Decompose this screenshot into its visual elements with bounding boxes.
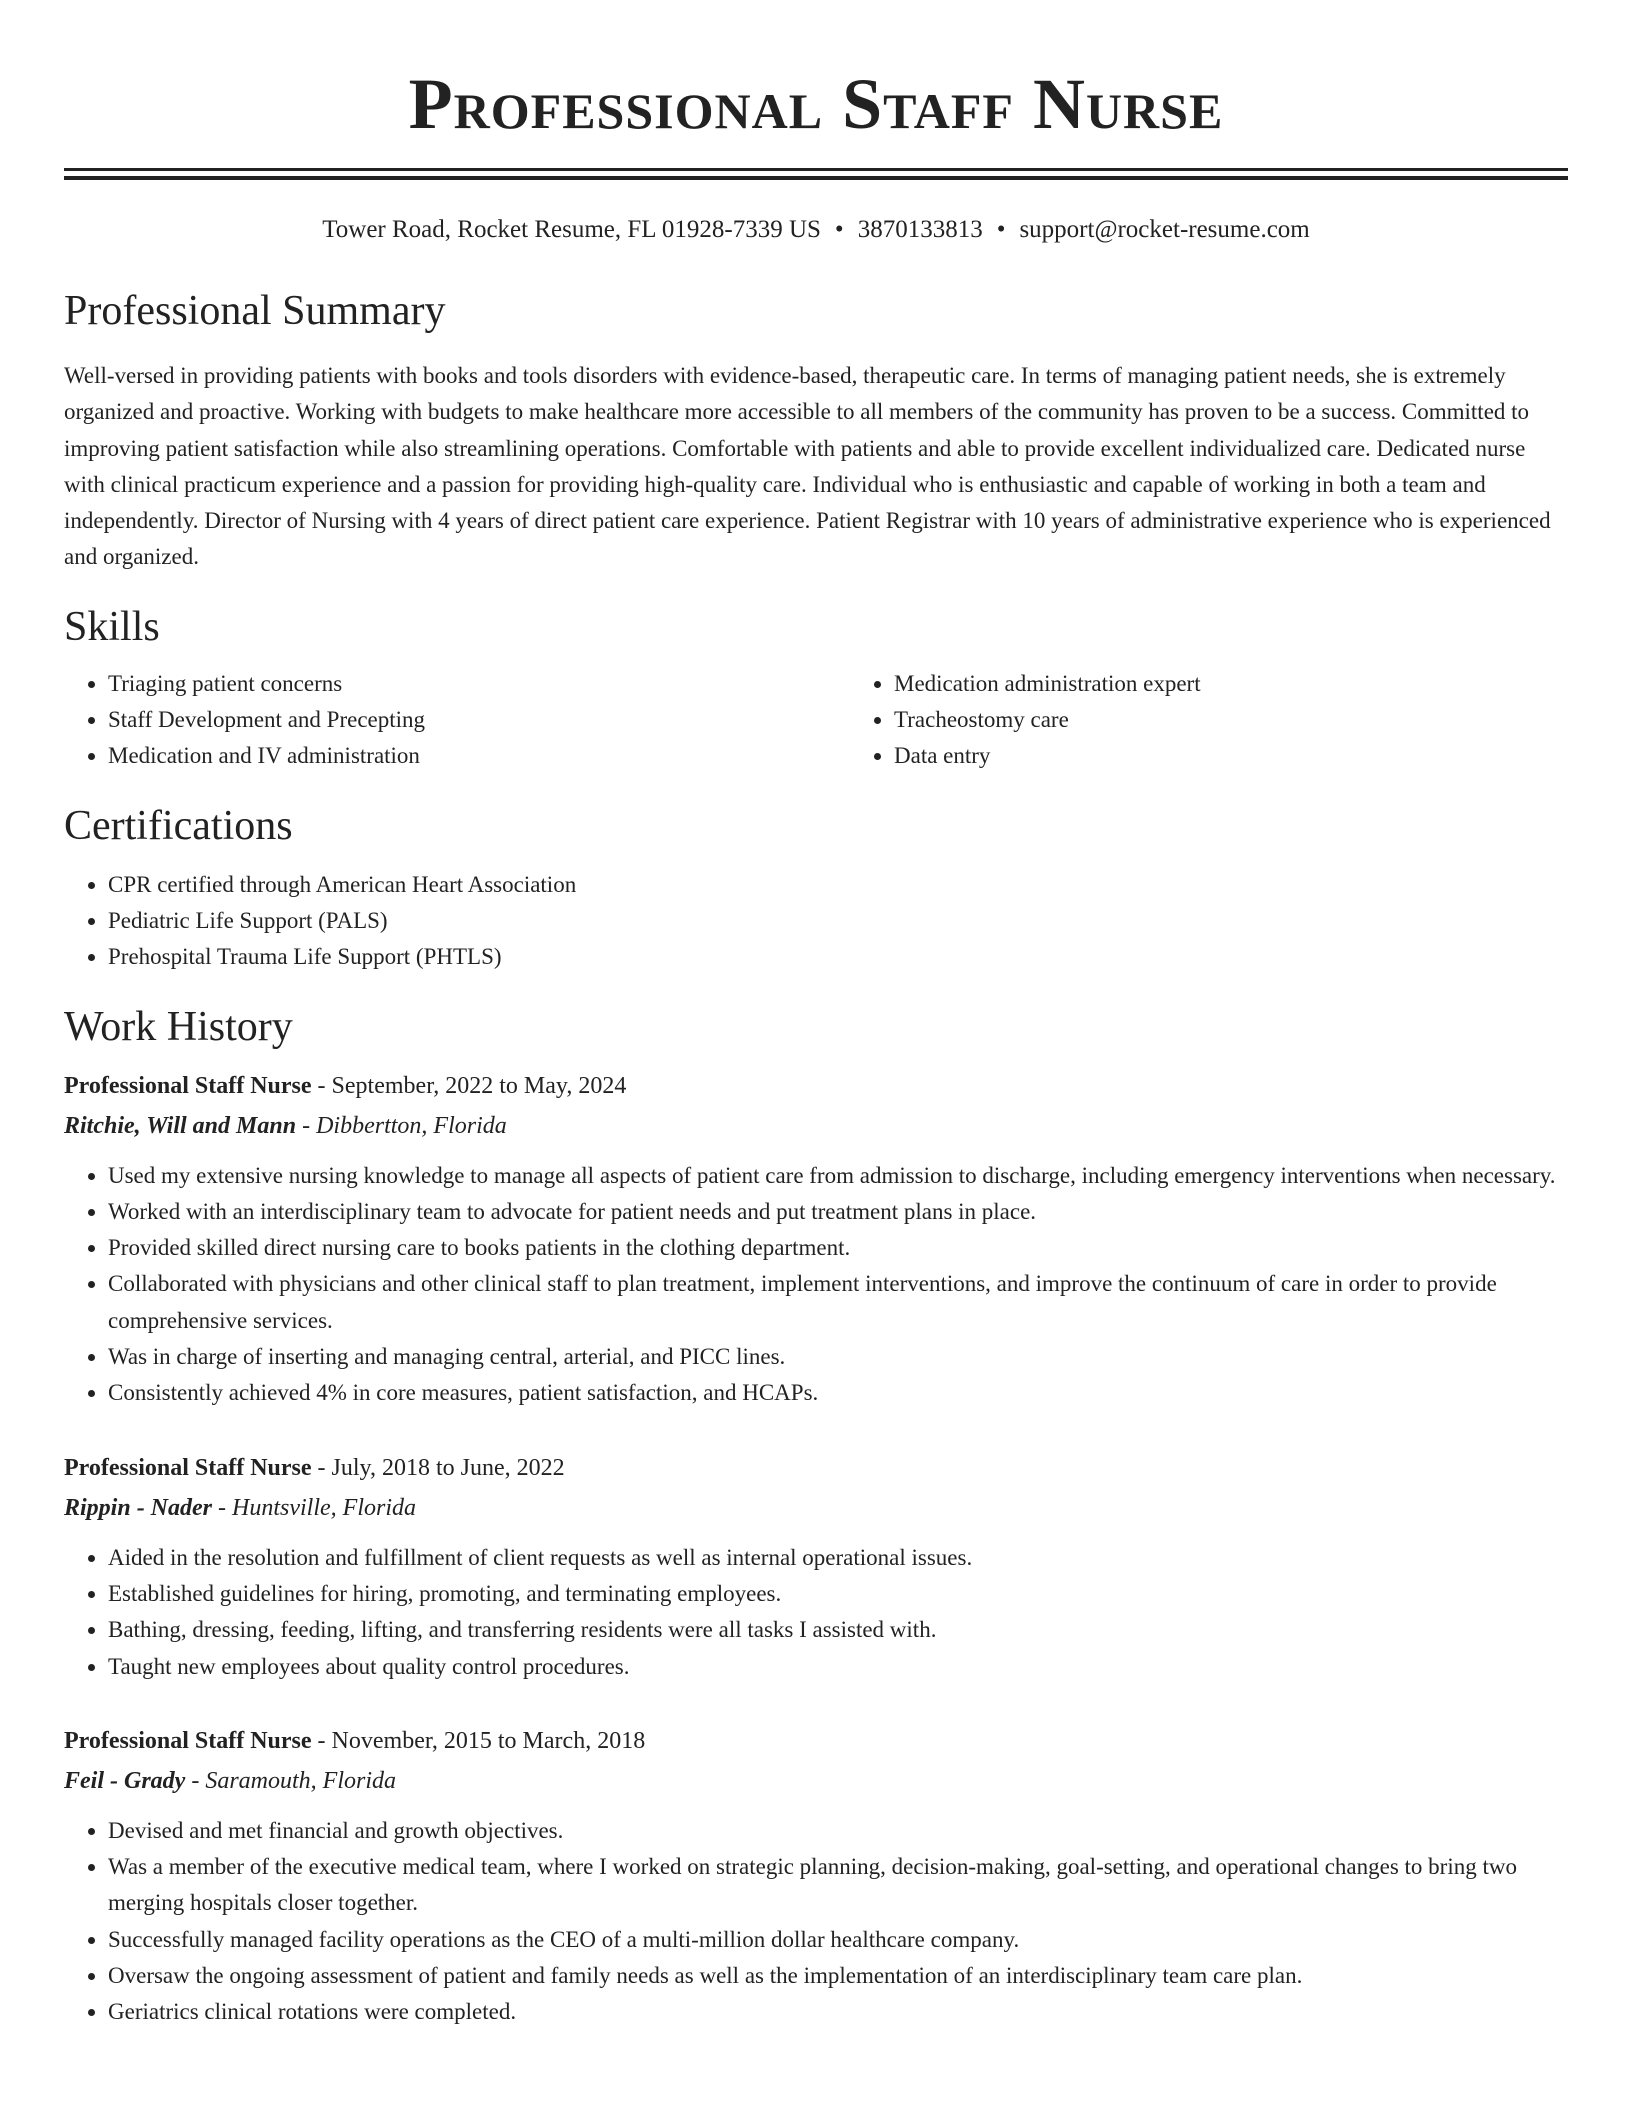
contact-separator: • <box>996 216 1006 243</box>
skills-columns <box>64 666 1568 775</box>
certification-item: • CPR certified through American Heart Association <box>108 867 1568 903</box>
job-title: Professional Staff Nurse <box>64 1454 312 1481</box>
job-bullet: • Was a member of the executive medical team, where I worked on strategic planning, decision-making, goal-setting, and operational changes to bring two merging hospitals closer together. <box>108 1849 1568 1922</box>
skill-item: • Triaging patient concerns <box>108 666 850 702</box>
job-dash: - <box>317 1727 326 1754</box>
job-company-line <box>64 1761 1568 1801</box>
job-company-line <box>64 1488 1568 1528</box>
certification-item: • Prehospital Trauma Life Support (PHTLS) <box>108 939 1568 975</box>
job-bullet: • Successfully managed facility operations as the CEO of a multi-million dollar healthcare company. <box>108 1922 1568 1958</box>
contact-email: support@rocket-resume.com <box>1019 216 1310 243</box>
job-company: Rippin - Nader <box>64 1494 213 1521</box>
skills-list-left <box>64 666 850 775</box>
job-title-line <box>64 1066 1568 1106</box>
certification-item: • Pediatric Life Support (PALS) <box>108 903 1568 939</box>
summary-section <box>64 286 1568 576</box>
job-bullet: • Established guidelines for hiring, promoting, and terminating employees. <box>108 1576 1568 1612</box>
contact-address: Tower Road, Rocket Resume, FL 01928-7339 US <box>322 216 821 243</box>
skills-section <box>64 602 1568 775</box>
job-title-line <box>64 1448 1568 1488</box>
job-company-line <box>64 1106 1568 1146</box>
job-dash: - <box>302 1112 311 1139</box>
skill-item: • Tracheostomy care <box>894 702 1632 738</box>
summary-heading: Professional Summary <box>64 288 446 334</box>
skills-list-right <box>850 666 1632 775</box>
job-bullets <box>64 1158 1568 1412</box>
job-bullets <box>64 1540 1568 1685</box>
resume-title: Professional Staff Nurse <box>408 64 1224 144</box>
work-history-section <box>64 1002 1568 2031</box>
contact-separator: • <box>834 216 844 243</box>
contact-line <box>64 214 1568 246</box>
skills-heading: Skills <box>64 603 160 650</box>
job-dates: November, 2015 to March, 2018 <box>331 1727 646 1754</box>
job-bullet: • Taught new employees about quality control procedures. <box>108 1649 1568 1685</box>
job-location: Huntsville, Florida <box>232 1494 416 1521</box>
job-entry <box>64 1448 1568 1685</box>
job-bullet: • Oversaw the ongoing assessment of patient and family needs as well as the implementation of an interdisciplinary team care plan. <box>108 1958 1568 1994</box>
job-title: Professional Staff Nurse <box>64 1072 312 1099</box>
skill-item: • Staff Development and Precepting <box>108 702 850 738</box>
skill-item: • Medication and IV administration <box>108 738 850 774</box>
contact-phone: 3870133813 <box>857 216 983 243</box>
job-location: Dibbertton, Florida <box>316 1112 507 1139</box>
job-company: Ritchie, Will and Mann <box>64 1112 297 1139</box>
job-dates: July, 2018 to June, 2022 <box>331 1454 565 1481</box>
skill-item: • Data entry <box>894 738 1632 774</box>
job-bullet: • Worked with an interdisciplinary team to advocate for patient needs and put treatment plans in place. <box>108 1194 1568 1230</box>
job-bullet: • Collaborated with physicians and other clinical staff to plan treatment, implement interventions, and improve the continuum of care in order to provide comprehensive services. <box>108 1266 1568 1339</box>
job-bullet: • Aided in the resolution and fulfillment of client requests as well as internal operational issues. <box>108 1540 1568 1576</box>
certifications-list <box>64 867 1568 976</box>
job-bullet: • Used my extensive nursing knowledge to manage all aspects of patient care from admission to discharge, including emergency interventions when necessary. <box>108 1158 1568 1194</box>
job-dash: - <box>317 1072 326 1099</box>
certifications-heading: Certifications <box>64 802 293 849</box>
job-bullets <box>64 1813 1568 2031</box>
job-dash: - <box>191 1767 200 1794</box>
job-bullet: • Provided skilled direct nursing care to books patients in the clothing department. <box>108 1230 1568 1266</box>
job-bullet: • Bathing, dressing, feeding, lifting, and transferring residents were all tasks I assisted with. <box>108 1612 1568 1648</box>
certifications-section <box>64 801 1568 976</box>
job-bullet: • Consistently achieved 4% in core measures, patient satisfaction, and HCAPs. <box>108 1375 1568 1411</box>
title-divider <box>64 168 1568 180</box>
job-bullet: • Was in charge of inserting and managing central, arterial, and PICC lines. <box>108 1339 1568 1375</box>
job-dash: - <box>317 1454 326 1481</box>
job-entry <box>64 1721 1568 2031</box>
job-title: Professional Staff Nurse <box>64 1727 312 1754</box>
work-history-heading: Work History <box>64 1003 293 1050</box>
job-company: Feil - Grady <box>64 1767 186 1794</box>
job-bullet: • Geriatrics clinical rotations were completed. <box>108 1994 1568 2030</box>
job-title-line <box>64 1721 1568 1761</box>
job-dates: September, 2022 to May, 2024 <box>331 1072 627 1099</box>
job-location: Saramouth, Florida <box>205 1767 396 1794</box>
job-entry <box>64 1066 1568 1412</box>
skill-item: • Medication administration expert <box>894 666 1632 702</box>
job-dash: - <box>218 1494 227 1521</box>
summary-text: Well-versed in providing patients with books and tools disorders with evidence-based, therapeutic care. In terms of managing patient needs, she is extremely organized and proactive. Working with budgets to make healthcare more accessible to all members of the community has proven to be a success. Committed to improving patient satisfaction while also streamlining operations. Comfortable with patients and able to provide excellent individualized care. Dedicated nurse with clinical practicum experience and a passion for providing high-quality care. Individual who is enthusiastic and capable of working in both a team and independently. Director of Nursing with 4 years of direct patient care experience. Patient Registrar with 10 years of administrative experience who is experienced and organized. <box>64 363 1551 570</box>
job-bullet: • Devised and met financial and growth objectives. <box>108 1813 1568 1849</box>
